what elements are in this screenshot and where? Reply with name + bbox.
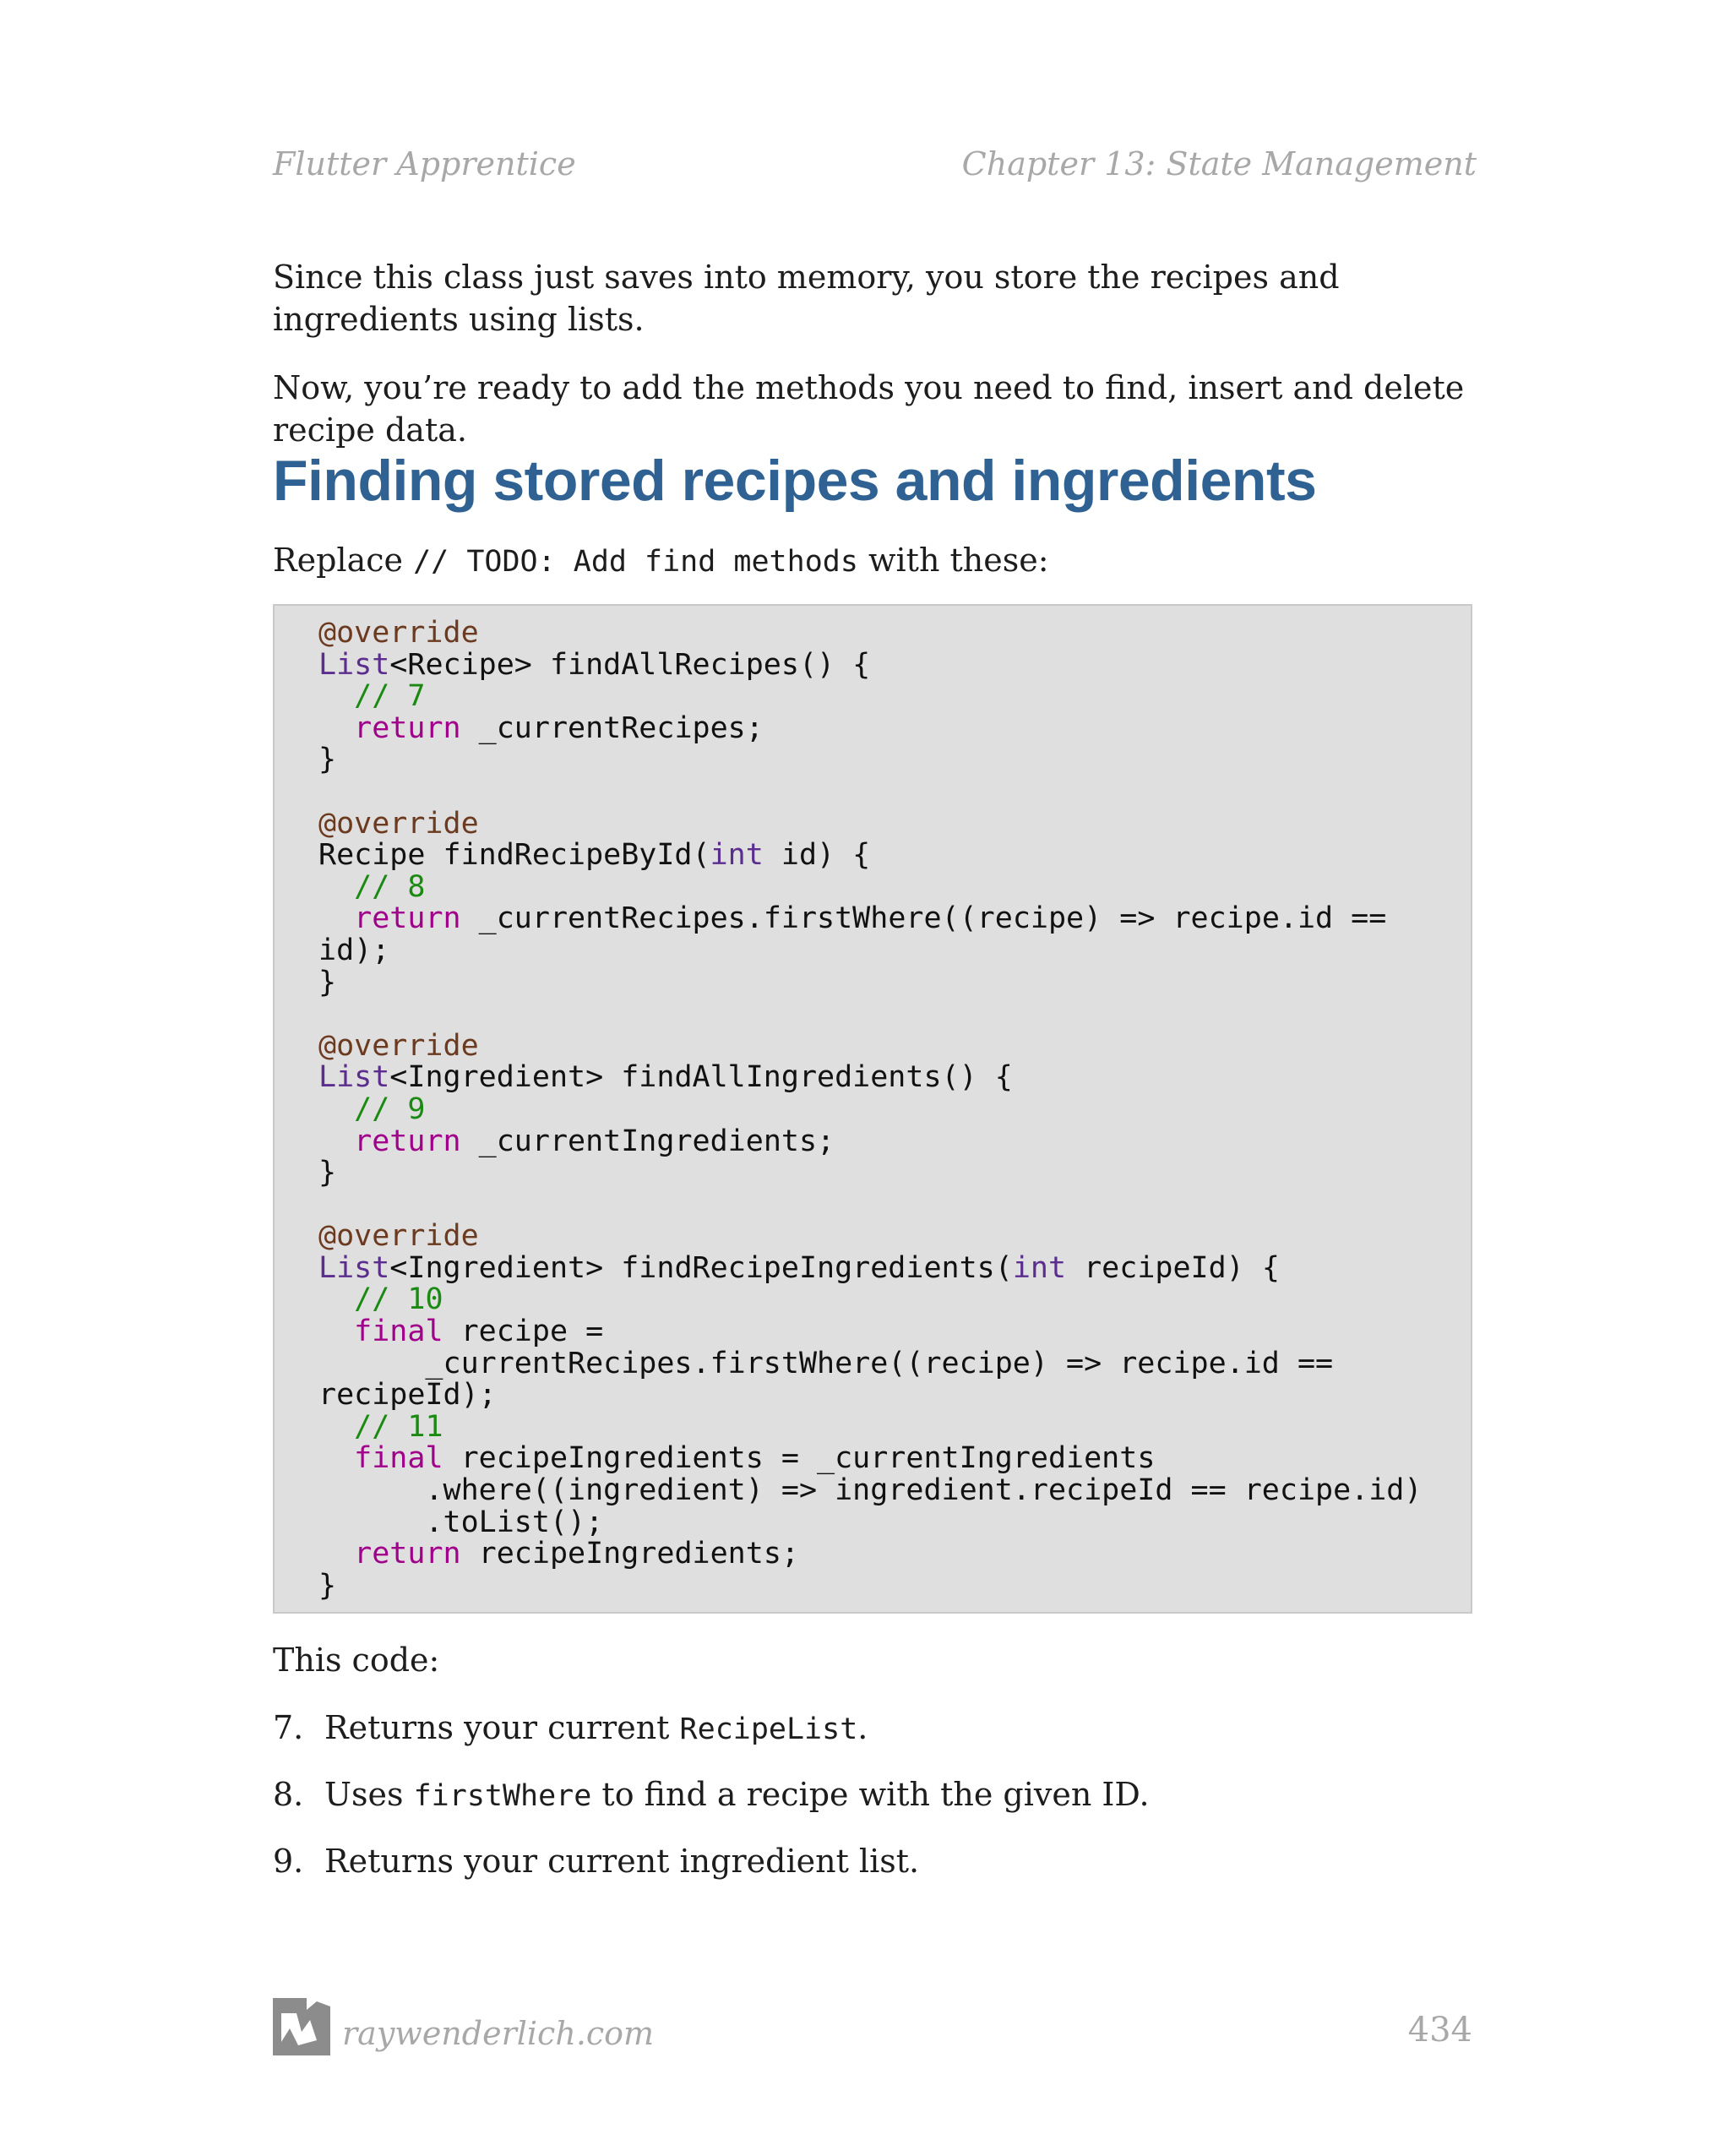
code-token: recipeId) { (1066, 1250, 1280, 1285)
site-url[interactable]: raywenderlich.com (342, 2015, 655, 2052)
code-line (318, 1092, 425, 1126)
code-line (318, 1282, 443, 1316)
list-number: 9. (273, 1843, 304, 1880)
code-token: final (354, 1441, 443, 1476)
list-text (324, 1840, 919, 1882)
code-token: int (710, 838, 764, 873)
code-token: final (354, 1315, 443, 1349)
replace-instruction (273, 539, 1472, 583)
code-token: // 10 (354, 1282, 443, 1317)
code-line (318, 679, 425, 713)
code-line (318, 1378, 497, 1412)
code-token: <Ingredient> findRecipeIngredients( (389, 1250, 1013, 1285)
code-token (318, 870, 354, 904)
code-token (318, 901, 354, 935)
list-text (324, 1707, 868, 1750)
code-token: id); (318, 933, 390, 967)
section-heading: Finding stored recipes and ingredients (273, 449, 1317, 513)
code-token (318, 1282, 354, 1316)
code-listing (318, 618, 1422, 1602)
list-text-suffix: to find a recipe with the given ID. (601, 1776, 1150, 1813)
inline-code: firstWhere (413, 1779, 592, 1813)
code-line (318, 1473, 1422, 1507)
list-text-prefix: Returns your current ingredient list. (324, 1843, 920, 1880)
code-line (318, 1029, 479, 1063)
page-number: 434 (1407, 2011, 1472, 2050)
code-token (318, 1441, 354, 1475)
code-line (318, 1505, 603, 1539)
code-line (318, 870, 425, 904)
code-line (318, 1124, 835, 1158)
code-line (318, 901, 1386, 935)
code-token: return (354, 901, 461, 936)
code-line (318, 966, 336, 999)
code-token: int (1012, 1250, 1067, 1285)
inline-code-todo: // TODO: Add find methods (413, 545, 858, 579)
code-token: List (318, 1250, 390, 1285)
raywenderlich-logo-icon (273, 1998, 330, 2055)
code-line (318, 1537, 799, 1571)
this-code-label: This code: (273, 1642, 440, 1679)
code-token (318, 1124, 354, 1158)
code-token: } (318, 965, 337, 999)
code-token: _currentRecipes; (460, 710, 764, 745)
code-token: _currentRecipes.firstWhere((recipe) => recipe.id == (318, 1346, 1334, 1380)
code-token (318, 1315, 354, 1348)
code-token: } (318, 1156, 337, 1190)
code-line (318, 807, 479, 841)
book-title: Flutter Apprentice (273, 145, 576, 182)
code-line (318, 711, 764, 745)
list-text (324, 1773, 1150, 1817)
code-line (318, 1219, 479, 1253)
paragraph-memory-storage: Since this class just saves into memory, you store the recipes and ingredients using lists. (273, 259, 1340, 338)
code-token: <Recipe> findAllRecipes() { (389, 647, 871, 682)
code-token: return (354, 710, 461, 745)
code-line (318, 1569, 336, 1603)
code-line (318, 1441, 1155, 1475)
code-token: recipeId); (318, 1378, 497, 1413)
code-line (318, 1315, 603, 1348)
code-token: @override (318, 1219, 479, 1254)
list-text-prefix: Uses (324, 1776, 404, 1813)
code-token: @override (318, 806, 479, 841)
code-line (318, 934, 389, 967)
chapter-title: Chapter 13: State Management (961, 145, 1477, 182)
code-token: // 9 (354, 1092, 426, 1126)
code-token (318, 679, 354, 713)
code-token: // 11 (354, 1409, 443, 1444)
code-line (318, 1347, 1333, 1380)
code-token: return (354, 1124, 461, 1158)
code-token (318, 1092, 354, 1126)
code-token: // 7 (354, 679, 426, 714)
paragraph-ready-to-add: Now, you’re ready to add the methods you need to find, insert and delete recipe data. (273, 369, 1465, 449)
replace-prefix: Replace (273, 542, 404, 579)
list-number: 8. (273, 1776, 304, 1813)
code-line (318, 1410, 443, 1444)
code-token: Recipe findRecipeById( (318, 838, 710, 873)
code-token: recipeIngredients; (460, 1537, 799, 1571)
code-line (318, 648, 870, 682)
code-token: _currentIngredients; (460, 1124, 835, 1158)
code-line (318, 1251, 1280, 1285)
replace-suffix: with these: (868, 542, 1049, 579)
code-line (318, 1060, 1013, 1094)
code-token: id) { (763, 838, 871, 873)
code-token: @override (318, 616, 479, 650)
code-token: recipe = (443, 1315, 604, 1349)
code-line (318, 1156, 336, 1190)
code-token (318, 1537, 354, 1571)
code-token: List (318, 1060, 390, 1095)
code-line (318, 616, 479, 650)
code-token (318, 1410, 354, 1444)
code-token: <Ingredient> findAllIngredients() { (389, 1060, 1013, 1095)
code-token: } (318, 1568, 337, 1603)
code-token: recipeIngredients = _currentIngredients (443, 1441, 1156, 1476)
inline-code: RecipeList (679, 1712, 858, 1746)
list-number: 7. (273, 1709, 304, 1746)
code-token: .toList(); (318, 1505, 604, 1539)
code-token: } (318, 743, 337, 777)
code-token: .where((ingredient) => ingredient.recipeId == recipe.id) (318, 1473, 1423, 1508)
list-text-prefix: Returns your current (324, 1709, 670, 1746)
code-line (318, 838, 870, 872)
list-text-suffix: . (857, 1709, 868, 1746)
code-token: @override (318, 1028, 479, 1063)
code-token: _currentRecipes.firstWhere((recipe) => recipe.id == (460, 901, 1387, 936)
code-token (318, 711, 354, 745)
code-block (273, 604, 1472, 1614)
code-token: List (318, 647, 390, 682)
code-token: return (354, 1537, 461, 1571)
code-token: // 8 (354, 869, 426, 904)
code-line (318, 743, 336, 776)
